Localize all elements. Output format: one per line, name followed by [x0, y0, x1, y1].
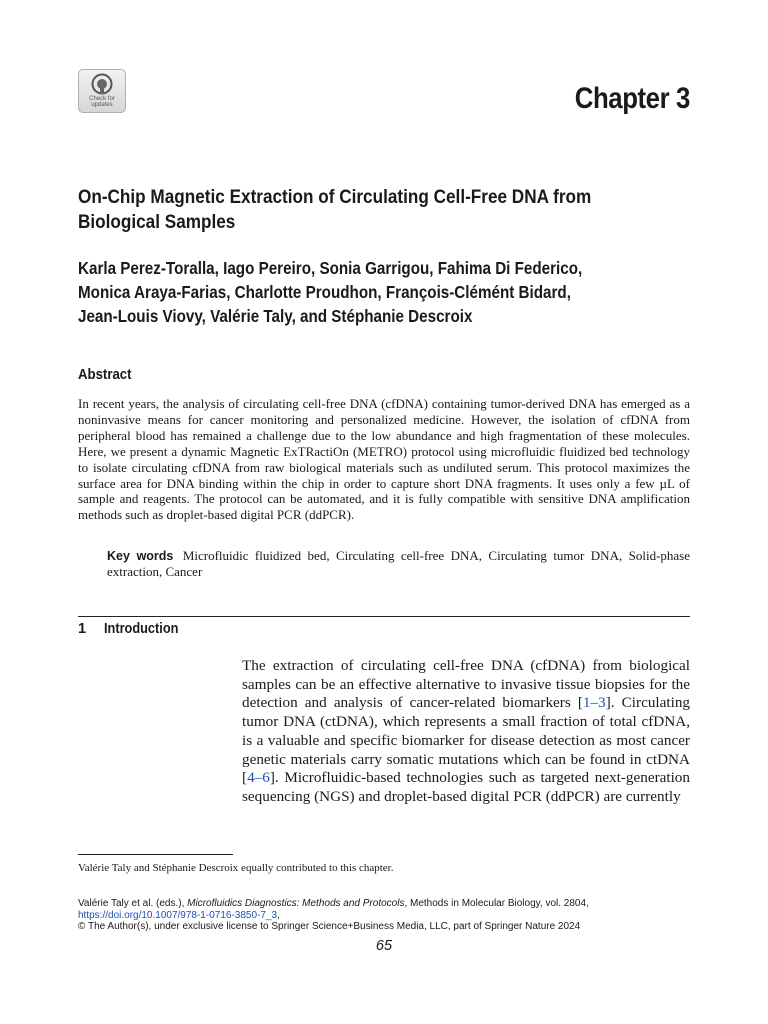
- intro-text-1: The extraction of circulating cell-free DNA (cfDNA) from biological samples can be an effective alternative to invasive tissue biopsies for the detection and analysis of cancer-related biomarkers [: [242, 657, 690, 712]
- section-title: Introduction: [104, 621, 179, 637]
- footnote-rule: [78, 854, 233, 855]
- doi-link[interactable]: https://doi.org/10.1007/978-1-0716-3850-7_3: [78, 909, 278, 921]
- pubinfo-book-title: Microfluidics Diagnostics: Methods and Protocols: [187, 898, 405, 909]
- intro-text-2: ]. Circulating tumor DNA (ctDNA), which represents a small fraction of total cfDNA, is a valuable and specific biomarker for disease detection as most cancer genetic materials carry somatic mutations which can be found in ctDNA [: [242, 694, 691, 787]
- abstract-heading: Abstract: [78, 366, 132, 383]
- chapter-title: On-Chip Magnetic Extraction of Circulating Cell-Free DNA from Biological Samples: [78, 186, 592, 233]
- pubinfo-line-2: [78, 910, 698, 922]
- author-list: [78, 256, 694, 328]
- section-number: 1: [78, 621, 87, 637]
- introduction-paragraph: [242, 657, 690, 807]
- author-line-3: Jean-Louis Viovy, Valérie Taly, and Stéphanie Descroix: [78, 306, 473, 326]
- keywords-label: Key words: [107, 549, 174, 563]
- crossmark-icon: [90, 73, 114, 95]
- badge-line-1: Check for: [89, 96, 115, 102]
- badge-line-2: updates: [91, 102, 113, 108]
- pubinfo-line-1: [78, 898, 698, 910]
- badge-label: [89, 96, 115, 108]
- copyright-line: © The Author(s), under exclusive license to Springer Science+Business Media, LLC, part of Springer Nature 2024: [78, 921, 581, 932]
- citation-link-4-6[interactable]: 4–6: [247, 769, 270, 787]
- chapter-heading: Chapter 3: [574, 82, 690, 115]
- publication-info: [78, 898, 698, 933]
- keywords-text: Microfluidic fluidized bed, Circulating cell-free DNA, Circulating tumor DNA, Solid-phase extraction, Cancer: [107, 548, 691, 579]
- page-number: 65: [375, 938, 393, 954]
- section-divider: [78, 616, 690, 617]
- citation-link-1-3[interactable]: 1–3: [582, 694, 606, 712]
- check-for-updates-badge[interactable]: [78, 69, 126, 113]
- doi-suffix: ,: [277, 909, 280, 921]
- abstract-body: In recent years, the analysis of circulating cell-free DNA (cfDNA) containing tumor-derived DNA has emerged as a noninvasive means for cancer monitoring and personalized medicine. However, the isolation of cfDNA from peripheral blood has remained a challenge due to the low abundance and high fragmentation of these molecules. Here, we present a dynamic Magnetic ExTRactiOn (METRO) protocol using microfluidic fluidized bed technology to isolate circulating cfDNA from raw biological materials such as undiluted serum. This protocol maximizes the surface area for DNA binding within the chip in order to capture short DNA fragments. It uses only a few µL of sample and reagents. The protocol can be automated, and it is fully compatible with sensitive DNA amplification methods such as droplet-based digital PCR (ddPCR).: [78, 396, 690, 523]
- footnote: Valérie Taly and Stéphanie Descroix equally contributed to this chapter.: [78, 862, 394, 874]
- pubinfo-editors: Valérie Taly et al. (eds.),: [78, 898, 188, 909]
- intro-text-3: ]. Microfluidic-based technologies such as targeted next-generation sequencing (NGS) and droplet-based digital PCR (ddPCR) are currently: [242, 769, 690, 805]
- keywords: [107, 548, 690, 580]
- author-line-1: Karla Perez-Toralla, Iago Pereiro, Sonia Garrigou, Fahima Di Federico,: [78, 258, 583, 278]
- author-line-2: Monica Araya-Farias, Charlotte Proudhon, François-Clémént Bidard,: [78, 282, 571, 302]
- pubinfo-series: , Methods in Molecular Biology, vol. 2804,: [404, 898, 589, 909]
